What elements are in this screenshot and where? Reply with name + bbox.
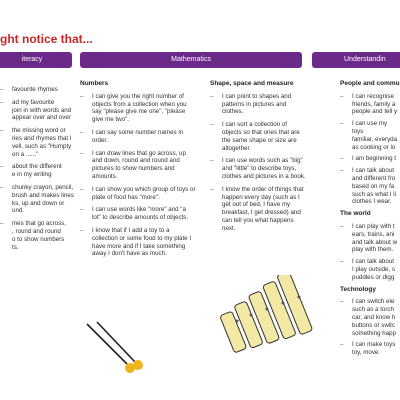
list-item	[210, 157, 306, 180]
page-title: ght notice that...	[0, 32, 93, 46]
list-item-text: I can recognise friends, family a people and tell y	[352, 92, 398, 116]
list-item	[0, 220, 75, 251]
dash-bullet: –	[80, 149, 84, 157]
list-item-text: I can show you which group of toys or plate of food has "more".	[92, 185, 196, 201]
dash-bullet: –	[80, 92, 84, 100]
literacy-list	[0, 86, 75, 251]
list-item	[340, 298, 400, 337]
list-item-text: I can give you the right number of objects from a collection when you say "please give me one", "please give me two".	[92, 92, 187, 124]
list-item	[210, 93, 306, 116]
dash-bullet: –	[340, 120, 344, 128]
dash-bullet: –	[0, 127, 4, 135]
list-item-text: I can point to shapes and patterns in pictures and clothes.	[222, 92, 292, 116]
list-item-text: I know the order of things that happen every day (such as I get out of bed, I have my breakfast, I get dressed) and can tell you what happens next.	[222, 185, 304, 232]
numbers-list	[80, 93, 196, 258]
list-item-text: favourite rhymes	[12, 86, 58, 93]
dash-bullet: –	[340, 222, 344, 230]
people-heading: People and commu	[340, 80, 400, 87]
literacy-column	[0, 86, 75, 256]
technology-list	[340, 298, 400, 357]
list-item-text: I can make toys toy, move.	[352, 341, 396, 357]
mallet-head	[133, 360, 143, 370]
list-item-text: I can switch ele such as a torch car, and know h buttons or switc something happ	[352, 298, 397, 337]
mathematics-header	[80, 52, 302, 68]
list-item-text: I can sort a collection of objects so that ones that are the same shape or size are altogether.	[222, 121, 300, 152]
understanding-header	[312, 52, 400, 68]
list-item-text: I can use words such as "big" and "little" to describe toys, clothes and pictures in a book.	[222, 157, 306, 180]
list-item	[0, 184, 75, 215]
dash-bullet: –	[340, 341, 344, 349]
list-item	[0, 163, 75, 179]
list-item	[80, 129, 196, 145]
dash-bullet: –	[340, 167, 344, 175]
list-item	[210, 121, 306, 152]
list-item	[80, 186, 196, 202]
dash-bullet: –	[80, 128, 84, 136]
numbers-column	[80, 80, 196, 263]
understanding-header-label: Understandin	[344, 56, 386, 63]
list-item	[80, 227, 196, 258]
world-heading: The world	[340, 210, 371, 218]
list-item-text: mes that go across, , round and round o to show numbers ts.	[12, 220, 66, 251]
numbers-heading: Numbers	[80, 80, 109, 87]
dash-bullet: –	[80, 206, 84, 214]
list-item	[80, 93, 196, 124]
people-list	[340, 93, 400, 206]
list-item-text: I can play with t ears, trains, ani and talk about w play with them.	[352, 222, 398, 254]
understanding-column	[340, 80, 400, 361]
list-item-text: I can use my toys familiar, everyda as cooking or lo	[352, 120, 398, 151]
xylophone-illustration	[215, 275, 325, 355]
list-item-text: about the different e in my writing	[12, 163, 62, 179]
dash-bullet: –	[340, 258, 344, 266]
list-item-text: I can use words like "more" and "a lot" to describe amounts of objects.	[92, 206, 189, 222]
list-item-text: chunky crayon, pencil, brush and makes lines ks, up and down or und.	[12, 183, 74, 215]
shape-list	[210, 93, 306, 233]
list-item-text: ad my favourite join in with words and appear over and over	[12, 98, 72, 122]
list-item-text: I can talk about and different fro based on my fa such as what I li clothes I wear.	[352, 167, 397, 206]
literacy-header-label: iteracy	[21, 56, 43, 63]
dash-bullet: –	[340, 92, 344, 100]
dash-bullet: –	[80, 185, 84, 193]
world-list	[340, 223, 400, 282]
mathematics-header-label: Mathematics	[171, 56, 211, 63]
dash-bullet: –	[0, 98, 4, 106]
list-item	[0, 99, 75, 122]
dash-bullet: –	[210, 157, 214, 165]
list-item	[340, 155, 400, 163]
list-item-text: I can say some number names in order.	[92, 128, 184, 144]
dash-bullet: –	[0, 220, 4, 228]
list-item-text: I can talk about I play outside, s puddles or digg	[352, 258, 395, 281]
list-item	[210, 186, 306, 233]
list-item	[80, 150, 196, 181]
list-item	[0, 86, 75, 94]
list-item	[340, 93, 400, 116]
list-item-text: I know that if I add a toy to a collection or some food to my plate I have more and if I take something away I don't have as much.	[92, 226, 192, 258]
shape-column	[210, 80, 306, 238]
list-item	[80, 206, 196, 222]
shape-heading: Shape, space and measure	[210, 80, 294, 87]
dash-bullet: –	[210, 121, 214, 129]
list-item	[340, 223, 400, 254]
dash-bullet: –	[0, 183, 4, 191]
dash-bullet: –	[0, 86, 4, 93]
list-item	[340, 341, 400, 357]
dash-bullet: –	[340, 298, 344, 306]
list-item-text: I can draw lines that go across, up and down, round and round and pictures to show numbers and amounts.	[92, 149, 186, 180]
mallets-illustration	[85, 320, 145, 375]
literacy-header	[0, 52, 72, 68]
dash-bullet: –	[0, 163, 4, 171]
dash-bullet: –	[340, 155, 344, 163]
list-item-text: the missing word or ries and rhymes that I vell, such as "Humpty on a ......"	[12, 127, 72, 158]
dash-bullet: –	[210, 92, 214, 100]
list-item	[340, 167, 400, 206]
list-item-text: I am beginning t	[352, 155, 397, 163]
list-item	[0, 127, 75, 158]
dash-bullet: –	[210, 185, 214, 193]
list-item	[340, 120, 400, 151]
list-item	[340, 258, 400, 281]
dash-bullet: –	[80, 226, 84, 234]
technology-heading: Technology	[340, 285, 376, 293]
